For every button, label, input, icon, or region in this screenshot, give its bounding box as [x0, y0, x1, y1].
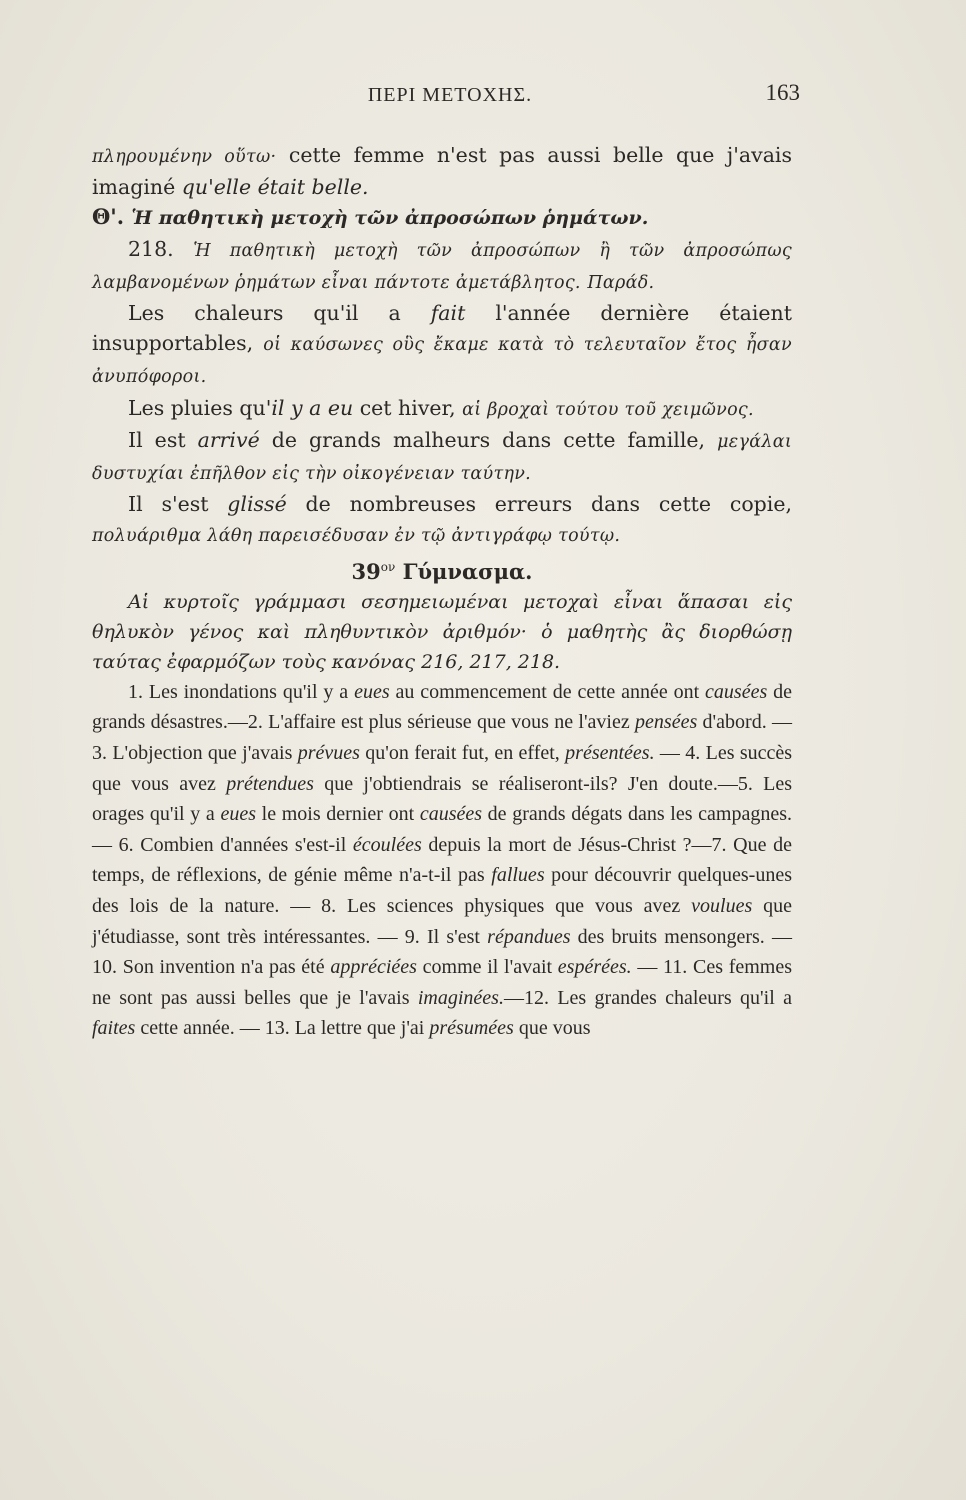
example-paragraph: [92, 393, 792, 425]
exercise-text: de grands désastres.—2. L'affaire est plus sérieuse que vous ne l'aviez: [92, 680, 792, 734]
continuation-paragraph: [92, 140, 792, 202]
exercise-participle: appréciées: [330, 956, 417, 979]
french-italic-text: glissé: [227, 492, 287, 517]
page-number: 163: [765, 80, 800, 105]
exercise-participle: prétendues: [226, 772, 314, 795]
exercise-participle: imaginées.: [417, 986, 504, 1009]
exercise-text: au commencement de cette année ont: [389, 680, 706, 703]
french-text: l'année dernière étaient insupportables,: [92, 301, 793, 356]
french-text: cet hiver,: [353, 395, 456, 420]
exercise-participle: présumées: [429, 1017, 514, 1040]
exercise-title: Γύμνασμα.: [402, 558, 533, 584]
exercise-participle: causées: [419, 803, 483, 826]
page-body: [92, 140, 792, 1044]
french-text: cette femme n'est pas aussi belle que j'avais imaginé: [92, 143, 792, 200]
exercise-text: qu'on ferait fut, en effet,: [359, 742, 566, 765]
example-marker: Παράδ.: [587, 272, 655, 293]
exercise-participle: eues: [220, 803, 256, 826]
example-paragraph: [92, 489, 792, 551]
french-italic-text: qu'elle était belle.: [181, 175, 369, 200]
exercise-participle: causées: [705, 680, 768, 703]
greek-translation: μεγάλαι δυστυχίαι ἐπῆλθον εἰς τὴν οἰκογένειαν ταύτην.: [92, 431, 792, 485]
exercise-instructions: Αἱ κυρτοῖς γράμμασι σεσημειωμέναι μετοχαὶ εἶναι ἅπασαι εἰς θηλυκὸν γένος καὶ πληθυντικὸν ἀριθμόν· ὁ μαθητὴς ἂς διορθώσῃ ταύτας ἐφαρμόζων τοὺς κανόνας 216, 217, 218.: [92, 590, 792, 673]
rule-text: Ἡ παθητικὴ μετοχὴ τῶν ἀπροσώπων ἢ τῶν ἀπροσώπως λαμβανομένων ῥημάτων εἶναι πάντοτε ἀμετάβλητος.: [92, 240, 792, 293]
exercise-participle: faites: [92, 1017, 136, 1040]
french-text: Il est: [128, 427, 198, 452]
exercise-text: le mois dernier ont: [255, 803, 420, 826]
french-text: de grands malheurs dans cette famille,: [259, 427, 706, 452]
rule-number: 218.: [128, 236, 174, 261]
exercise-text: — 11. Ces femmes ne sont pas aussi belles que je l'avais: [92, 956, 793, 1009]
exercise-participle: répandues: [487, 925, 571, 948]
exercise-participle: espérées.: [557, 956, 632, 979]
exercise-participle: voulues: [691, 895, 753, 917]
french-italic-text: fait: [430, 301, 466, 326]
exercise-number: 39: [351, 558, 381, 584]
exercise-text: 1. Les inondations qu'il y a: [128, 680, 355, 703]
running-head: ΠΕΡΙ ΜΕΤΟΧΗΣ.: [367, 84, 533, 106]
french-text: de nombreuses erreurs dans cette copie,: [286, 492, 792, 517]
rule-paragraph: [92, 234, 792, 298]
exercise-text: depuis la mort de Jésus-Christ ?—7. Que de temps, de réflexions, de génie même n'a-t-il pas: [92, 833, 792, 887]
exercise-heading: [92, 552, 792, 587]
exercise-participle: écoulées: [352, 833, 422, 856]
greek-text: πληρουμένην οὕτω·: [92, 147, 277, 167]
section-title: Ἡ παθητικὴ μετοχὴ τῶν ἀπροσώπων ῥημάτων.: [131, 207, 649, 230]
exercise-participle: présentées.: [565, 742, 655, 765]
french-italic-text: arrivé: [197, 427, 260, 452]
page-header: [100, 78, 800, 118]
exercise-text: cette année. — 13. La lettre que j'ai: [135, 1017, 430, 1040]
exercise-text: que j'obtiendrais se réaliseront-ils? J'en doute.—5. Les orages qu'il y a: [92, 772, 792, 826]
section-letter: Θ'.: [92, 204, 125, 230]
exercise-text: comme il l'avait: [416, 956, 558, 979]
exercise-number-suffix: ον: [380, 559, 396, 574]
greek-translation: πολυάριθμα λάθη παρεισέδυσαν ἐν τῷ ἀντιγράφῳ τούτῳ.: [92, 526, 621, 547]
section-heading: [92, 202, 792, 233]
exercise-participle: pensées: [635, 711, 698, 734]
example-paragraph: [92, 425, 792, 489]
exercise-participle: prévues: [297, 742, 360, 765]
greek-translation: αἱ βροχαὶ τούτου τοῦ χειμῶνος.: [462, 399, 754, 420]
exercise-text: d'abord. — 3. L'objection que j'avais: [92, 711, 792, 765]
exercise-text: que vous: [513, 1017, 591, 1040]
exercise-body: [92, 677, 792, 1044]
exercise-text: des bruits mensongers. — 10. Son invention n'a pas été: [92, 925, 792, 979]
exercise-text: de grands dégats dans les campagnes. — 6. Combien d'années s'est-il: [92, 803, 792, 856]
exercise-participle: eues: [354, 680, 390, 703]
greek-translation: οἱ καύσωνες οὓς ἔκαμε κατὰ τὸ τελευταῖον ἔτος ἦσαν ἀνυπόφοροι.: [92, 335, 792, 388]
french-italic-text: il y a eu: [271, 395, 354, 420]
french-text: Les pluies qu': [128, 395, 272, 420]
exercise-text: pour découvrir quelques-unes des lois de la nature. — 8. Les sciences physiques que vous avez: [92, 864, 792, 917]
exercise-text: que j'étudiasse, sont très intéressantes. — 9. Il s'est: [92, 895, 792, 948]
french-text: Il s'est: [128, 492, 228, 517]
exercise-participle: fallues: [491, 864, 545, 887]
exercise-text: —12. Les grandes chaleurs qu'il a: [503, 986, 792, 1009]
exercise-text: — 4. Les succès que vous avez: [92, 742, 793, 795]
example-paragraph: [92, 298, 792, 393]
french-text: Les chaleurs qu'il a: [128, 301, 431, 326]
